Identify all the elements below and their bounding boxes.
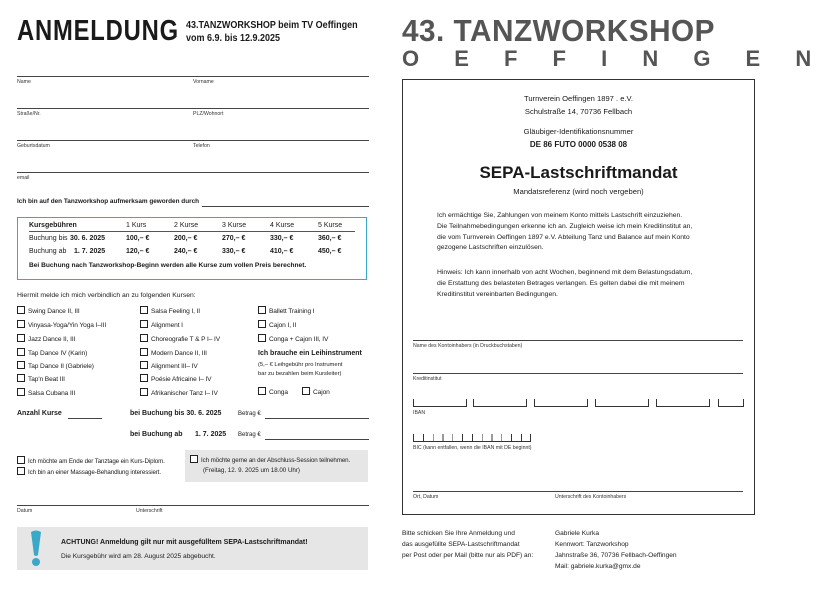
course-label: Tap Dance II (Gabriele): [28, 363, 94, 370]
street-field[interactable]: [17, 94, 187, 108]
course-checkbox[interactable]: [17, 388, 75, 397]
fees-row2-v2: 240,– €: [174, 248, 198, 255]
refund-notice-line: Hinweis: Ich kann innerhalb von acht Wochen, beginnend mit dem Belastungsdatum,: [437, 269, 693, 276]
course-label: Tap'n Beat III: [28, 376, 65, 383]
fees-row1-v2: 200,– €: [174, 235, 198, 242]
amount-field-2[interactable]: [265, 429, 369, 439]
fees-col-5: 5 Kurse: [318, 222, 343, 229]
referral-label: Ich bin auf den Tanzworkshop aufmerksam geworden durch: [17, 198, 200, 205]
fees-row1-v3: 270,– €: [222, 235, 246, 242]
course-label: Alignment III– IV: [151, 363, 198, 370]
mandate-text: [437, 211, 692, 254]
course-checkbox[interactable]: [140, 306, 200, 315]
fees-row2-v4: 410,– €: [270, 248, 294, 255]
massage-label: Ich bin an einer Massage-Behandlung interessiert.: [28, 469, 162, 476]
course-checkbox[interactable]: [17, 361, 94, 370]
exclamation-icon: [28, 530, 44, 568]
fees-row2-v5: 450,– €: [318, 248, 342, 255]
course-label: Cajon I, II: [269, 322, 297, 329]
vorname-label: Vorname: [193, 79, 214, 85]
fees-row2-date: 1. 7. 2025: [74, 248, 106, 255]
warning-text: Die Kursgebühr wird am 28. August 2025 abgebucht.: [61, 553, 216, 560]
refund-notice-line: die Erstattung des belasteten Betrages verlangen. Es gelten dabei die mit meinem: [437, 279, 685, 287]
course-checkbox[interactable]: [140, 348, 207, 357]
contact-email[interactable]: Mail: gabriele.kurka@gmx.de: [555, 563, 641, 570]
mandate-text-line: gezogene Lastschriften einzulösen.: [437, 244, 544, 252]
conga-label: Conga: [269, 389, 288, 396]
form-title: ANMELDUNG: [17, 15, 179, 47]
org-name: Turnverein Oeffingen 1897 . e.V.: [523, 94, 634, 103]
course-label: Afrikanischer Tanz I– IV: [151, 390, 218, 397]
iban-field[interactable]: [413, 399, 743, 407]
warning-title: ACHTUNG! Anmeldung gilt nur mit ausgefülltem SEPA-Lastschriftmandat!: [61, 539, 308, 546]
course-checkbox[interactable]: [17, 334, 75, 343]
bank-label: Kreditinstitut: [413, 376, 442, 382]
date-label: Datum: [17, 508, 33, 514]
course-checkbox[interactable]: [258, 320, 296, 329]
mandate-text-line: die vom Turnverein Oeffingen 1897 e.V. Abteilung Tanz und Balance auf mein Konto: [437, 233, 690, 241]
signature-label: Unterschrift: [136, 508, 163, 514]
contact-address: [555, 528, 677, 572]
fees-col-2: 2 Kurse: [174, 222, 199, 229]
fees-table: [29, 222, 359, 277]
course-checkbox[interactable]: [140, 320, 183, 329]
session-checkbox[interactable]: [190, 455, 350, 464]
courses-intro: Hiermit melde ich mich verbindlich an zu folgenden Kursen:: [17, 292, 196, 299]
course-count-field[interactable]: [68, 408, 102, 418]
fees-header: Kursgebühren: [29, 222, 77, 229]
creditor-id: DE 86 FUTO 0000 0538 08: [529, 140, 628, 149]
course-checkbox[interactable]: [140, 334, 220, 343]
send-instructions-line: das ausgefüllte SEPA-Lastschriftmandat: [402, 541, 520, 548]
course-label: Modern Dance II, III: [151, 350, 207, 357]
booking-from-label: bei Buchung ab: [130, 431, 183, 438]
course-label: Choreografie T & P I– IV: [151, 336, 221, 343]
fees-row2-v3: 330,– €: [222, 248, 246, 255]
massage-checkbox[interactable]: [17, 467, 161, 476]
referral-field[interactable]: [202, 196, 369, 206]
fees-row1-date: 30. 6. 2025: [70, 235, 106, 242]
date-field[interactable]: [17, 491, 127, 505]
contact-password: Kennwort: Tanzworkshop: [555, 541, 629, 548]
mandate-reference: Mandatsreferenz (wird noch vergeben): [513, 187, 644, 196]
fees-row1-v5: 360,– €: [318, 235, 342, 242]
vorname-field[interactable]: [193, 62, 369, 76]
name-label: Name: [17, 79, 31, 85]
mandate-text-line: Die Teilnahmebedingungen erkenne ich an. Zugleich weise ich mein Kreditinstitut an,: [437, 222, 693, 230]
sepa-title: SEPA-Lastschriftmandat: [479, 163, 678, 182]
send-instructions: [402, 528, 533, 561]
course-checkbox[interactable]: [258, 306, 314, 315]
session-time: (Freitag, 12. 9. 2025 um 18.00 Uhr): [203, 467, 300, 474]
instrument-title: Ich brauche ein Leihinstrument: [258, 350, 362, 357]
conga-checkbox[interactable]: [258, 387, 288, 396]
course-checkbox[interactable]: [17, 306, 80, 315]
warning-box: [17, 527, 368, 570]
fees-col-4: 4 Kurse: [270, 222, 295, 229]
fees-note: Bei Buchung nach Tanzworkshop-Beginn werden alle Kurse zum vollen Preis berechnet.: [29, 262, 307, 269]
workshop-header-town: O E F F I N G E N: [402, 46, 826, 71]
course-label: Poésie Africaine I– IV: [151, 376, 212, 383]
course-count-label: Anzahl Kurse: [17, 410, 62, 417]
course-label: Salsa Feeling I, II: [151, 308, 201, 315]
mandate-text-line: Ich ermächtige Sie, Zahlungen von meinem Konto mittels Lastschrift einzuziehen.: [437, 212, 683, 219]
course-checkbox[interactable]: [140, 361, 198, 370]
course-checkbox[interactable]: [17, 320, 106, 329]
signature-field[interactable]: [136, 491, 369, 505]
refund-notice-line: Kreditinstitut vereinbarten Bedingungen.: [437, 290, 558, 298]
holder-signature-label: Unterschrift des Kontoinhabers: [555, 494, 627, 500]
bic-label: BIC (kann entfallen, wenn die IBAN mit DE beginnt): [413, 445, 532, 451]
course-checkbox[interactable]: [17, 348, 87, 357]
workshop-subtitle: 43.TANZWORKSHOP beim TV Oeffingen: [186, 20, 358, 31]
workshop-header: 43. TANZWORKSHOP: [402, 13, 716, 48]
amount-label-2: Betrag €: [238, 432, 261, 438]
contact-name: Gabriele Kurka: [555, 530, 599, 537]
phone-field[interactable]: [193, 126, 369, 140]
course-label: Vinyasa-Yoga/Yin Yoga I–III: [28, 322, 107, 329]
instrument-note-2: bar zu bezahlen beim Kursleiter): [258, 371, 342, 377]
account-holder-label: Name des Kontoinhabers (in Druckbuchstaben): [413, 343, 523, 349]
course-checkbox[interactable]: [17, 374, 65, 383]
fees-row2-v1: 120,– €: [126, 248, 150, 255]
fees-row2-label: Buchung ab: [29, 248, 67, 255]
diploma-checkbox[interactable]: [17, 456, 165, 465]
org-address: Schulstraße 14, 70736 Fellbach: [524, 107, 633, 116]
bic-field[interactable]: [413, 434, 530, 442]
instrument-note-1: (5,– € Leihgebühr pro Instrument: [258, 362, 343, 368]
creditor-label: Gläubiger-Identifikationsnummer: [523, 127, 634, 136]
place-date-label: Ort, Datum: [413, 494, 439, 500]
course-checkbox[interactable]: [258, 334, 328, 343]
fees-row1-v4: 330,– €: [270, 235, 294, 242]
amount-field-1[interactable]: [265, 408, 369, 418]
refund-notice: [437, 268, 692, 300]
account-holder-field[interactable]: [413, 326, 743, 340]
booking-from-date: 1. 7. 2025: [195, 431, 227, 438]
booking-until-label: bei Buchung bis 30. 6. 2025: [130, 410, 222, 417]
course-label: Tap Dance IV (Karin): [28, 350, 88, 357]
course-label: Jazz Dance II, III: [28, 336, 76, 343]
zip-city-label: PLZ/Wohnort: [193, 111, 224, 117]
name-field[interactable]: [17, 62, 187, 76]
holder-signature-field[interactable]: [555, 477, 743, 491]
send-instructions-line: per Post oder per Mail (bitte nur als PDF) an:: [402, 552, 534, 559]
diploma-label: Ich möchte am Ende der Tanztage ein Kurs-Diplom.: [28, 458, 165, 465]
email-label: email: [17, 175, 30, 181]
send-instructions-line: Bitte schicken Sie Ihre Anmeldung und: [402, 530, 515, 537]
course-label: Alignment I: [151, 322, 183, 329]
birthdate-label: Geburtsdatum: [17, 143, 50, 149]
course-label: Ballett Training I: [269, 308, 315, 315]
email-field[interactable]: [17, 158, 369, 172]
cajon-checkbox[interactable]: [302, 387, 330, 396]
course-label: Conga + Cajon III, IV: [269, 336, 329, 343]
fees-row1-v1: 100,– €: [126, 235, 150, 242]
street-label: Straße/Nr.: [17, 111, 41, 117]
cajon-label: Cajon: [313, 389, 330, 396]
birthdate-field[interactable]: [17, 126, 187, 140]
workshop-dates: vom 6.9. bis 12.9.2025: [186, 33, 281, 44]
course-checkbox[interactable]: [140, 374, 211, 383]
bank-field[interactable]: [413, 359, 743, 373]
fees-col-1: 1 Kurs: [126, 222, 147, 229]
session-label: Ich möchte gerne an der Abschluss-Session teilnehmen.: [201, 457, 351, 464]
amount-label-1: Betrag €: [238, 411, 261, 417]
fees-row1-label: Buchung bis: [29, 235, 68, 242]
course-label: Swing Dance II, III: [28, 308, 80, 315]
zip-city-field[interactable]: [193, 94, 369, 108]
course-checkbox[interactable]: [140, 388, 218, 397]
contact-street: Jahnstraße 36, 70736 Fellbach-Oeffingen: [555, 552, 677, 559]
phone-label: Telefon: [193, 143, 210, 149]
course-label: Salsa Cubana III: [28, 390, 76, 397]
fees-col-3: 3 Kurse: [222, 222, 247, 229]
place-date-field[interactable]: [413, 477, 548, 491]
iban-label: IBAN: [413, 410, 426, 416]
